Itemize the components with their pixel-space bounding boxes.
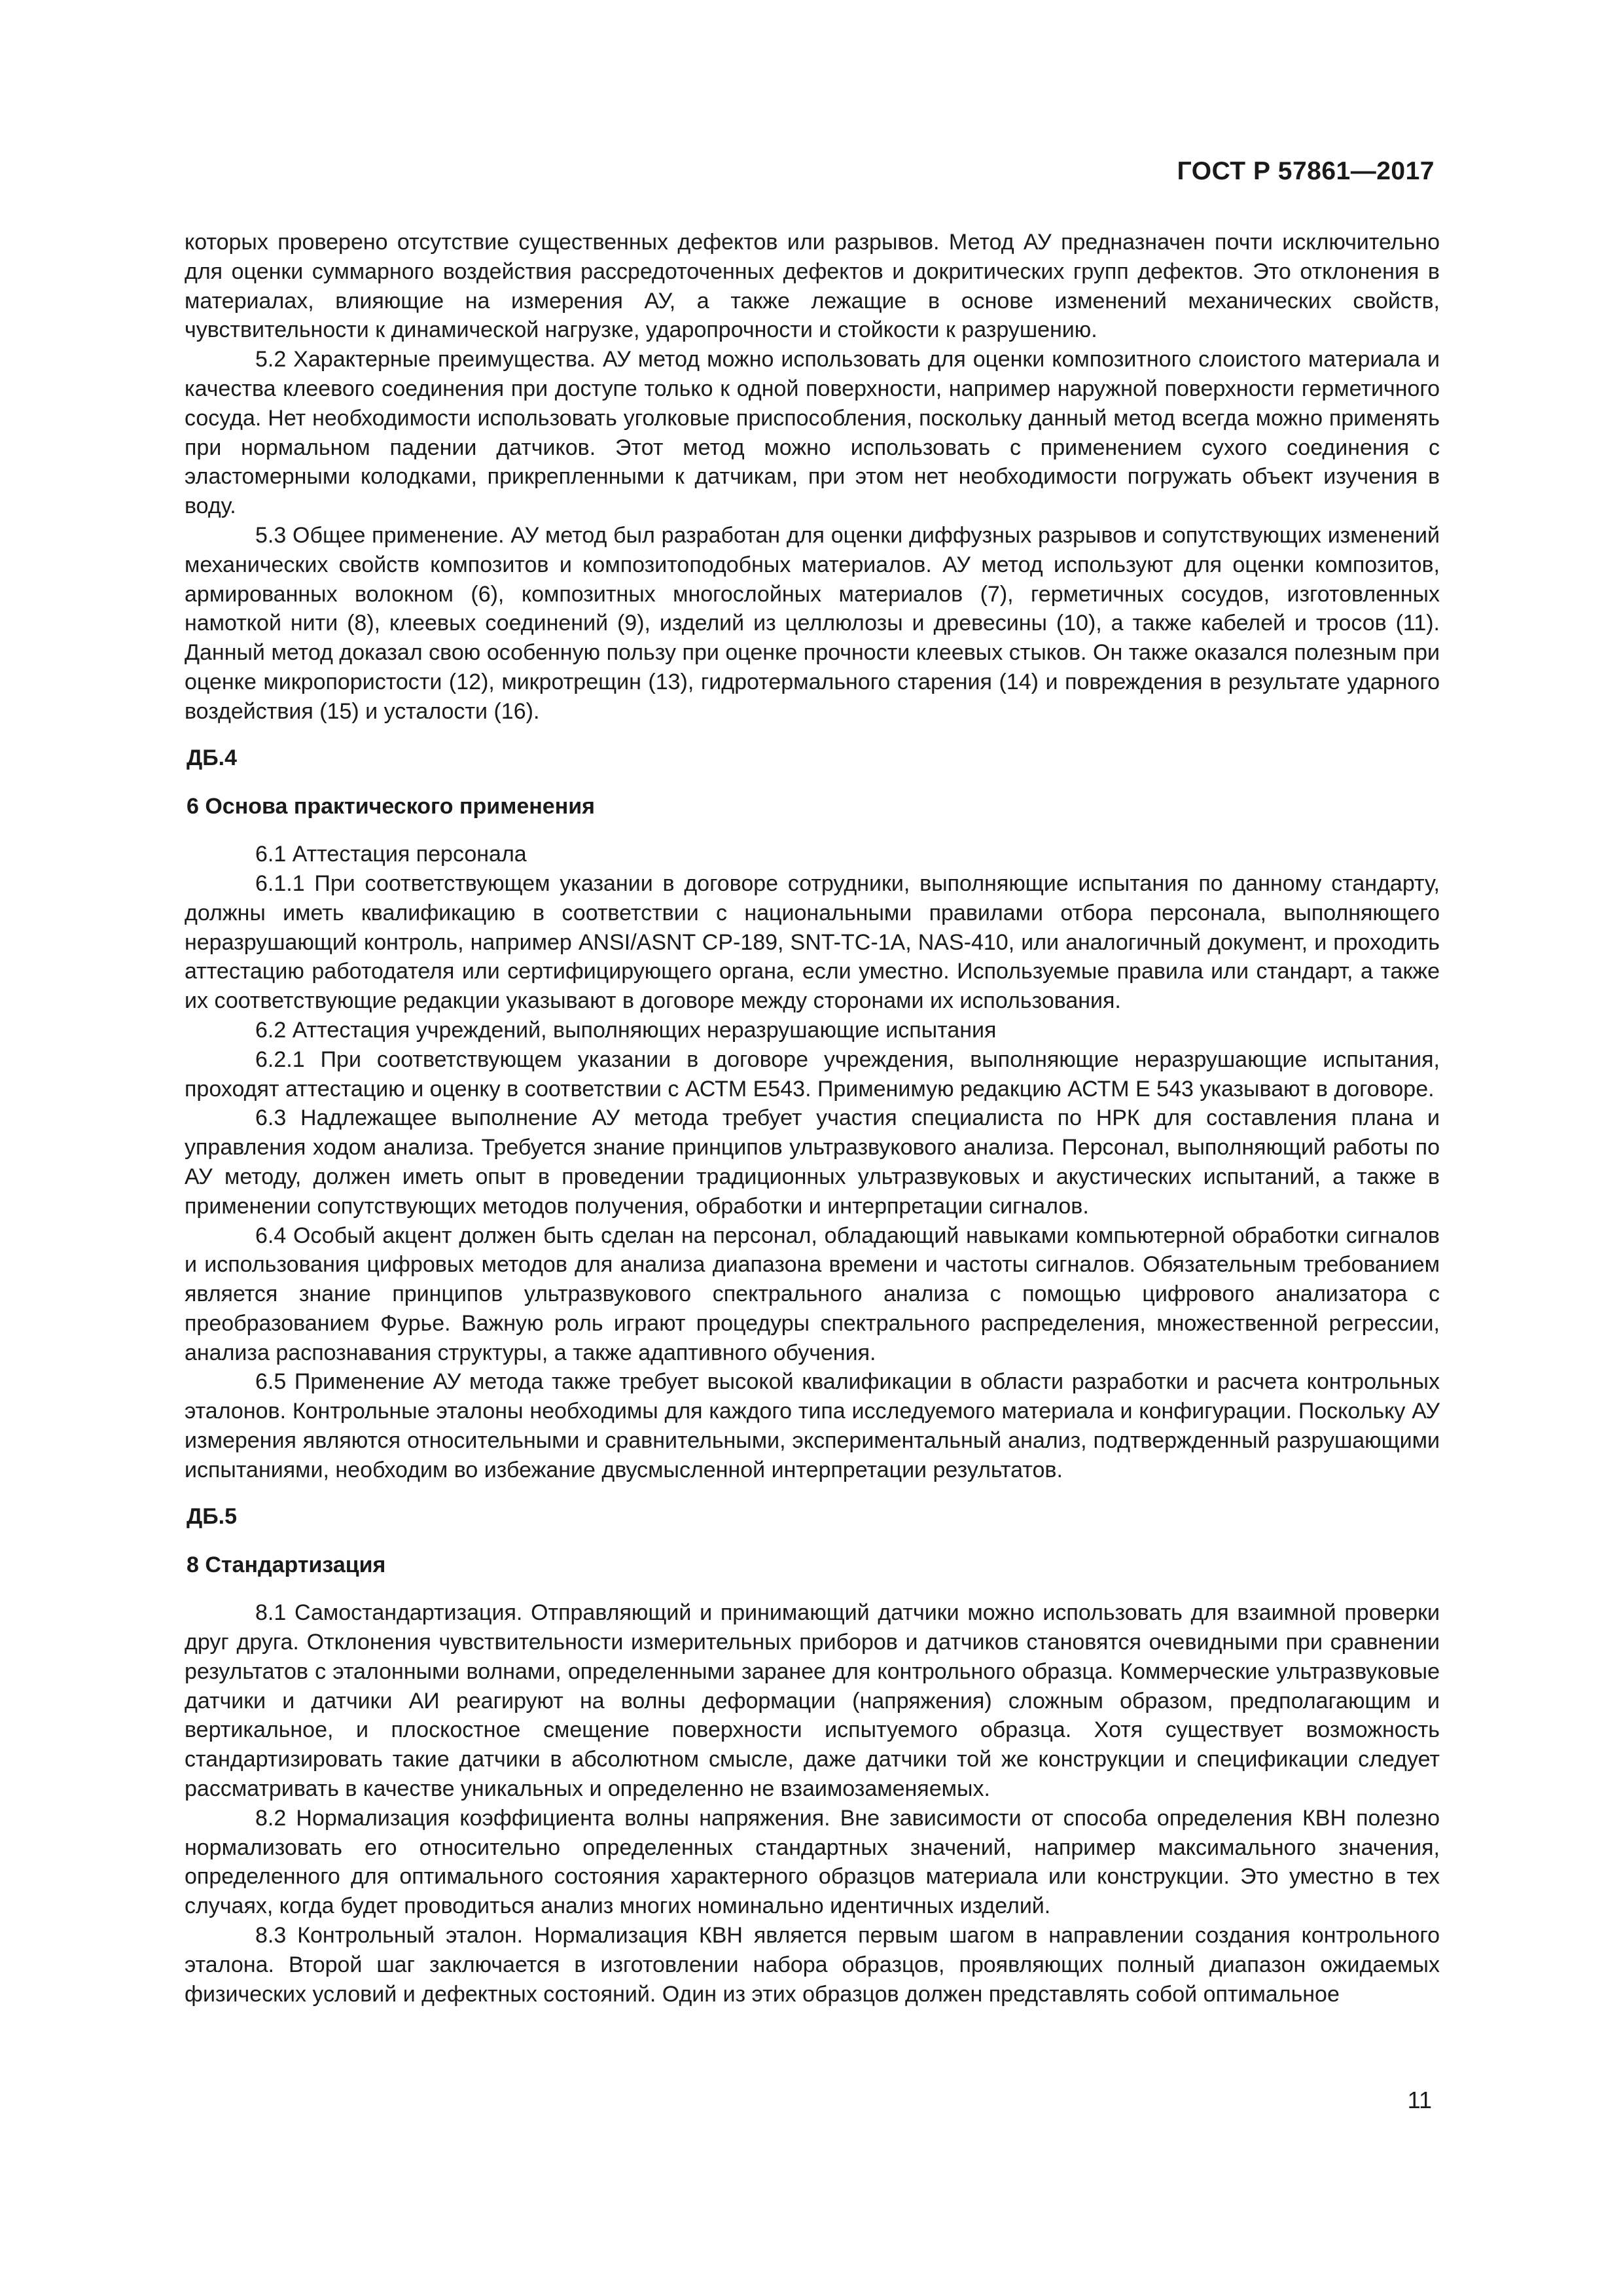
- page-number: 11: [1407, 2087, 1432, 2113]
- paragraph-6-1-1: 6.1.1 При соответствующем указании в договоре сотрудники, выполняющие испытания по данному стандарту, должны иметь квалификацию в соответствии с национальными правилами отбора персонала, выполняющего неразрушающий контроль, например ANSI/ASNT CP-189, SNT-TC-1A, NAS-410, или аналогичный документ, и проходить аттестацию работодателя или сертифицирующего органа, если уместно. Используемые правила или стандарт, а также их соответствующие редакции указывают в договоре между сторонами их использования.: [185, 870, 1440, 1014]
- paragraph-8-3: 8.3 Контрольный эталон. Нормализация КВН является первым шагом в направлении создания контрольного эталона. Второй шаг заключается в изготовлении набора образцов, проявляющих полный диапазон ожидаемых физических условий и дефектных состояний. Один из этих образцов должен представлять собой оптимальное: [185, 1923, 1440, 2007]
- section-heading-6: 6 Основа практического применения: [187, 794, 595, 819]
- paragraph-5-3: 5.3 Общее применение. АУ метод был разработан для оценки диффузных разрывов и сопутствующих изменений механических свойств композитов и композитоподобных материалов. АУ метод используют для оценки композитов, армированных волокном (6), композитных многослойных материалов (7), герметичных сосудов, изготовленных намоткой нити (8), клеевых соединений (9), изделий из целлюлозы и древесины (10), а также кабелей и тросов (11). Данный метод доказал свою особенную пользу при оценке прочности клеевых стыков. Он также оказался полезным при оценке микропористости (12), микротрещин (13), гидротермального старения (14) и повреждения в результате ударного воздействия (15) и усталости (16).: [185, 522, 1440, 724]
- paragraph-6-2-1: 6.2.1 При соответствующем указании в договоре учреждения, выполняющие неразрушающие испытания, проходят аттестацию и оценку в соответствии с АСТМ Е543. Применимую редакцию АСТМ Е 543 указывают в договоре.: [185, 1047, 1440, 1102]
- paragraph-6-4: 6.4 Особый акцент должен быть сделан на персонал, обладающий навыками компьютерной обработки сигналов и использования цифровых методов для анализа диапазона времени и частоты сигналов. Обязательным требованием является знание принципов ультразвукового спектрального анализа с помощью цифрового анализатора с преобразованием Фурье. Важную роль играют процедуры спектрального распределения, множественной регрессии, анализа распознавания структуры, а также адаптивного обучения.: [185, 1223, 1440, 1365]
- paragraph-8-1: 8.1 Самостандартизация. Отправляющий и принимающий датчики можно использовать для взаимной проверки друг друга. Отклонения чувствительности измерительных приборов и датчиков становятся очевидными при сравнении результатов с эталонными волнами, определенными заранее для контрольного образца. Коммерческие ультразвуковые датчики и датчики АИ реагируют на волны деформации (напряжения) сложным образом, предполагающим и вертикальное, и плоскостное смещение поверхности испытуемого образца. Хотя существует возможность стандартизировать такие датчики в абсолютном смысле, даже датчики той же конструкции и спецификации следует рассматривать в качестве уникальных и определенно не взаимозаменяемых.: [185, 1600, 1440, 1802]
- paragraph-6-3: 6.3 Надлежащее выполнение АУ метода требует участия специалиста по НРК для составления плана и управления ходом анализа. Требуется знание принципов ультразвукового анализа. Персонал, выполняющий работы по АУ методу, должен иметь опыт в проведении традиционных ультразвуковых и акустических испытаний, а также в применении сопутствующих методов получения, обработки и интерпретации сигналов.: [185, 1105, 1440, 1219]
- paragraph-6-5: 6.5 Применение АУ метода также требует высокой квалификации в области разработки и расчета контрольных эталонов. Контрольные эталоны необходимы для каждого типа исследуемого материала и конфигурации. Поскольку АУ измерения являются относительными и сравнительными, экспериментальный анализ, подтвержденный разрушающими испытаниями, необходим во избежание двусмысленной интерпретации результатов.: [185, 1369, 1440, 1482]
- paragraph-8-2: 8.2 Нормализация коэффициента волны напряжения. Вне зависимости от способа определения КВН полезно нормализовать его относительно определенных стандартных значений, например максимального значения, определенного для оптимального состояния характерного образцов материала или конструкции. Это уместно в тех случаях, когда будет проводиться анализ многих номинально идентичных изделий.: [185, 1805, 1440, 1919]
- paragraph-6-1: 6.1 Аттестация персонала: [255, 842, 527, 867]
- paragraph-6-2: 6.2 Аттестация учреждений, выполняющих неразрушающие испытания: [255, 1017, 997, 1043]
- section-heading-8: 8 Стандартизация: [187, 1552, 386, 1578]
- appendix-label-db5: ДБ.5: [187, 1503, 238, 1529]
- paragraph-5-2: 5.2 Характерные преимущества. АУ метод можно использовать для оценки композитного слоистого материала и качества клеевого соединения при доступе только к одной поверхности, например наружной поверхности герметичного сосуда. Нет необходимости использовать уголковые приспособления, поскольку данный метод всегда можно применять при нормальном падении датчиков. Этот метод можно использовать с применением сухого соединения с эластомерными колодками, прикрепленными к датчикам, при этом нет необходимости погружать объект изучения в воду.: [185, 347, 1440, 519]
- appendix-label-db4: ДБ.4: [187, 745, 238, 770]
- document-header-id: ГОСТ Р 57861—2017: [1177, 157, 1435, 185]
- document-body: [185, 228, 1440, 2009]
- paragraph-continuation: которых проверено отсутствие существенных дефектов или разрывов. Метод АУ предназначен почти исключительно для оценки суммарного воздействия рассредоточенных дефектов и докритических групп дефектов. Это отклонения в материалах, влияющие на измерения АУ, а также лежащие в основе изменений механических свойств, чувствительности к динамической нагрузке, ударопрочности и стойкости к разрушению.: [185, 230, 1440, 343]
